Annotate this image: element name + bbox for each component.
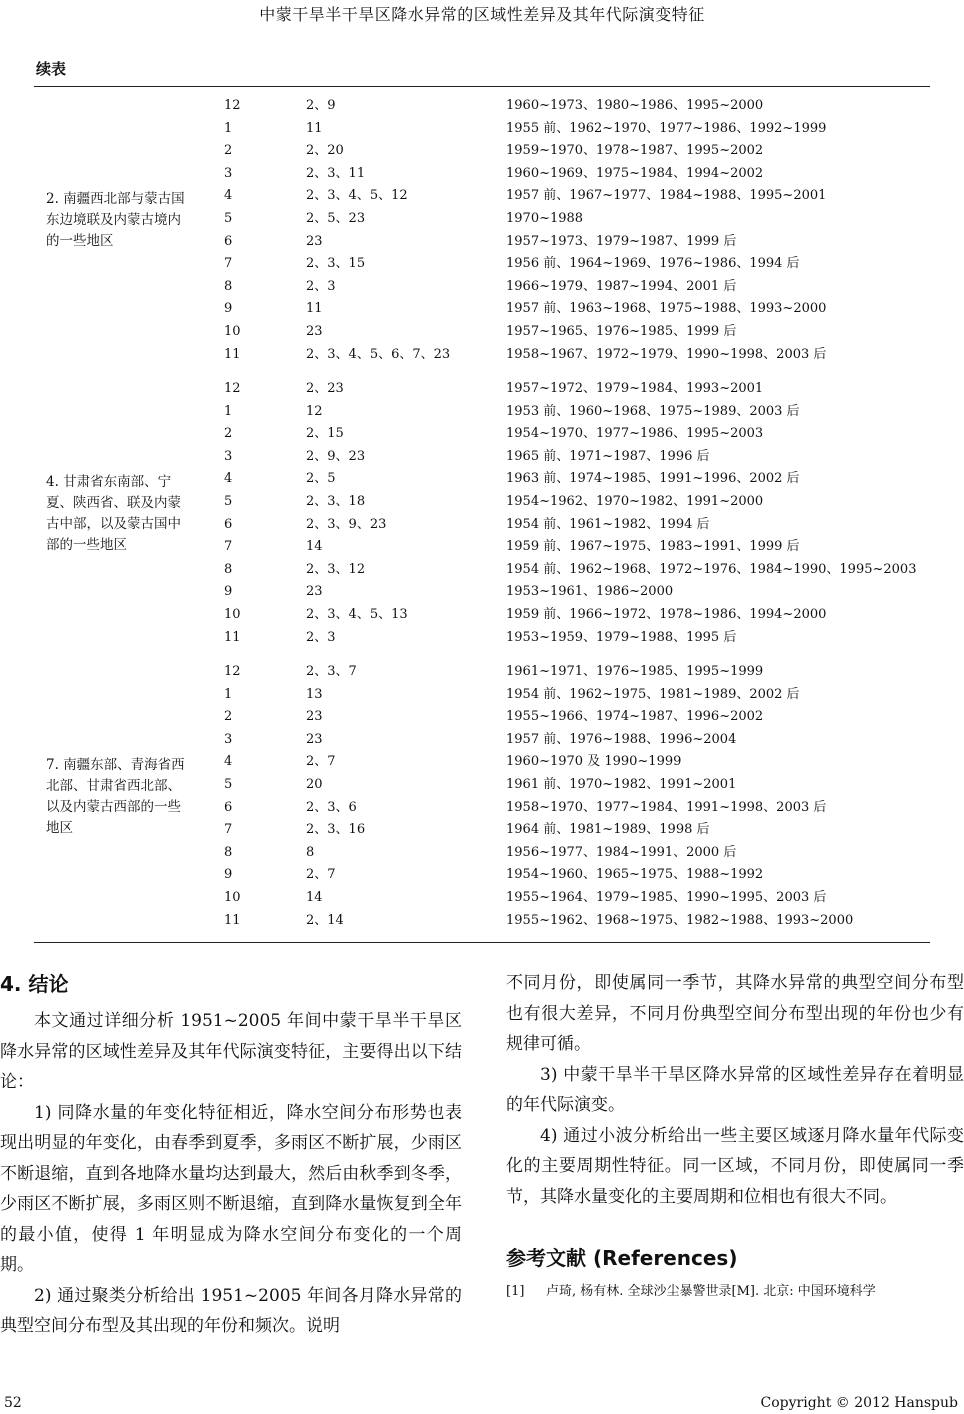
combination-cell: 23	[306, 233, 323, 249]
years-cell: 1961 前、1970~1982、1991~2001	[506, 777, 737, 792]
combination-cell: 2、3、4、5、13	[306, 607, 408, 622]
years-cell: 1963 前、1974~1985、1991~1996、2002 后	[506, 471, 800, 487]
years-cell: 1954 前、1962~1975、1981~1989、2002 后	[506, 686, 800, 702]
month-cell: 8	[224, 844, 233, 860]
years-cell: 1964 前、1981~1989、1998 后	[506, 822, 710, 838]
years-cell: 1959~1970、1978~1987、1995~2002	[506, 143, 764, 159]
table-row	[34, 684, 930, 706]
combination-cell: 2、23	[306, 381, 344, 396]
table-row	[34, 514, 930, 536]
region-label: 7. 南疆东部、青海省西北部、甘肃省西北部、以及内蒙古西部的一些地区	[46, 756, 185, 836]
month-cell: 8	[224, 561, 233, 577]
month-cell: 11	[224, 346, 241, 362]
month-cell: 5	[224, 494, 233, 509]
month-cell: 5	[224, 777, 233, 792]
references-heading: 参考文献 (References)	[506, 1246, 738, 1270]
table-row	[34, 276, 930, 298]
years-cell: 1956 前、1964~1969、1976~1986、1994 后	[506, 256, 800, 272]
page-number: 52	[4, 1395, 22, 1411]
section-heading: 4. 结论	[0, 972, 69, 996]
table-row	[34, 604, 930, 626]
table-row	[34, 581, 930, 603]
table-row	[34, 706, 930, 728]
table-row	[34, 627, 930, 649]
month-cell: 6	[224, 233, 233, 249]
month-cell: 2	[224, 709, 233, 725]
table-row	[34, 819, 930, 841]
table-row	[34, 774, 930, 796]
month-cell: 7	[224, 256, 233, 272]
table-row	[34, 536, 930, 558]
combination-cell: 2、3、9、23	[306, 516, 387, 532]
month-cell: 10	[224, 607, 241, 622]
table-group	[34, 95, 930, 370]
combination-cell: 13	[306, 686, 323, 702]
combination-cell: 2、3、4、5、6、7、23	[306, 346, 451, 362]
years-cell: 1954~1960、1965~1975、1988~1992	[506, 867, 764, 883]
month-cell: 2	[224, 143, 233, 159]
table-row	[34, 661, 930, 683]
conclusion-intro: 本文通过详细分析 1951~2005 年间中蒙干旱半干旱区降水异常的区域性差异及其年代际演变特征，主要得出以下结论：	[0, 1011, 462, 1092]
combination-cell: 2、3、7	[306, 664, 357, 679]
month-cell: 11	[224, 912, 241, 928]
table-row	[34, 910, 930, 932]
table-row	[34, 185, 930, 207]
combination-cell: 11	[306, 301, 323, 317]
month-cell: 6	[224, 516, 233, 532]
month-cell: 9	[224, 867, 233, 883]
combination-cell: 23	[306, 709, 323, 725]
table-row	[34, 163, 930, 185]
combination-cell: 20	[306, 777, 323, 792]
reference-item	[506, 1282, 964, 1302]
combination-cell: 23	[306, 731, 323, 747]
combination-cell: 2、3	[306, 629, 336, 645]
month-cell: 1	[224, 686, 233, 702]
table-row	[34, 797, 930, 819]
combination-cell: 2、3	[306, 278, 336, 294]
table-group	[34, 661, 930, 936]
years-cell: 1954 前、1961~1982、1994 后	[506, 516, 710, 532]
left-column	[0, 968, 462, 1342]
month-cell: 4	[224, 188, 233, 204]
month-cell: 10	[224, 324, 241, 339]
month-cell: 12	[224, 98, 241, 113]
month-cell: 7	[224, 822, 233, 838]
combination-cell: 2、5	[306, 471, 336, 487]
years-cell: 1955 前、1962~1970、1977~1986、1992~1999	[506, 120, 827, 136]
table-row	[34, 864, 930, 886]
table-row	[34, 559, 930, 581]
years-cell: 1953~1961、1986~2000	[506, 584, 674, 600]
combination-cell: 11	[306, 120, 323, 136]
combination-cell: 2、7	[306, 867, 336, 883]
years-cell: 1966~1979、1987~1994、2001 后	[506, 278, 737, 294]
conclusion-point-4: 4) 通过小波分析给出一些主要区域逐月降水量年代际变化的主要周期性特征。同一区域，不同月份，即使属同一季节，其降水量变化的主要周期和位相也有很大不同。	[506, 1125, 964, 1207]
month-cell: 9	[224, 301, 233, 317]
combination-cell: 8	[306, 844, 315, 860]
table-row	[34, 887, 930, 909]
years-cell: 1954~1970、1977~1986、1995~2003	[506, 426, 764, 442]
table-row	[34, 423, 930, 445]
conclusion-point-3: 3) 中蒙干旱半干旱区降水异常的区域性差异存在着明显的年代际演变。	[506, 1064, 964, 1115]
table-row	[34, 344, 930, 366]
combination-cell: 2、9	[306, 98, 336, 113]
years-cell: 1955~1966、1974~1987、1996~2002	[506, 709, 764, 725]
years-cell: 1956~1977、1984~1991、2000 后	[506, 844, 737, 860]
combination-cell: 23	[306, 324, 323, 339]
combination-cell: 2、7	[306, 754, 336, 770]
table-row	[34, 253, 930, 275]
month-cell: 1	[224, 120, 233, 136]
combination-cell: 23	[306, 584, 323, 600]
years-cell: 1958~1967、1972~1979、1990~1998、2003 后	[506, 346, 827, 362]
combination-cell: 2、5、23	[306, 211, 366, 226]
years-cell: 1958~1970、1977~1984、1991~1998、2003 后	[506, 799, 827, 815]
years-cell: 1957~1973、1979~1987、1999 后	[506, 233, 737, 249]
running-header: 中蒙干旱半干旱区降水异常的区域性差异及其年代际演变特征	[259, 5, 705, 24]
table-row	[34, 140, 930, 162]
month-cell: 3	[224, 448, 233, 464]
month-cell: 10	[224, 890, 241, 905]
table-row	[34, 208, 930, 230]
month-cell: 4	[224, 471, 233, 487]
month-cell: 8	[224, 278, 233, 294]
month-cell: 12	[224, 381, 241, 396]
combination-cell: 2、3、11	[306, 165, 366, 181]
combination-cell: 2、15	[306, 426, 344, 442]
table-row	[34, 729, 930, 751]
table-row	[34, 751, 930, 773]
table-bottom-rule	[34, 942, 930, 943]
table-row	[34, 321, 930, 343]
years-cell: 1970~1988	[506, 211, 584, 226]
month-cell: 7	[224, 539, 233, 555]
table-row	[34, 842, 930, 864]
years-cell: 1960~1969、1975~1984、1994~2002	[506, 165, 764, 181]
month-cell: 2	[224, 426, 233, 442]
years-cell: 1959 前、1967~1975、1983~1991、1999 后	[506, 539, 800, 555]
month-cell: 1	[224, 403, 233, 419]
combination-cell: 2、3、4、5、12	[306, 188, 408, 204]
table-row	[34, 468, 930, 490]
table-row	[34, 491, 930, 513]
combination-cell: 2、20	[306, 143, 344, 159]
combination-cell: 14	[306, 539, 323, 555]
years-cell: 1960~1973、1980~1986、1995~2000	[506, 98, 764, 113]
combination-cell: 2、3、12	[306, 561, 366, 577]
region-label: 4. 甘肃省东南部、宁夏、陕西省、联及内蒙古中部，以及蒙古国中部的一些地区	[46, 473, 181, 553]
table-row	[34, 446, 930, 468]
conclusion-point-2: 2) 通过聚类分析给出 1951~2005 年间各月降水异常的典型空间分布型及其出现的年份和频次。说明	[0, 1285, 462, 1336]
month-cell: 9	[224, 584, 233, 600]
years-cell: 1954~1962、1970~1982、1991~2000	[506, 494, 764, 509]
combination-cell: 2、3、15	[306, 256, 366, 272]
conclusion-point-2-continued: 不同月份，即使属同一季节，其降水异常的典型空间分布型也有很大差异，不同月份典型空间分布型出现的年份也少有规律可循。	[506, 973, 964, 1054]
month-cell: 12	[224, 664, 241, 679]
table-continued-label: 续表	[36, 60, 67, 78]
years-cell: 1961~1971、1976~1985、1995~1999	[506, 664, 764, 679]
table-row	[34, 231, 930, 253]
years-cell: 1957 前、1963~1968、1975~1988、1993~2000	[506, 301, 827, 317]
month-cell: 3	[224, 731, 233, 747]
years-cell: 1957 前、1976~1988、1996~2004	[506, 731, 737, 747]
combination-cell: 2、3、16	[306, 822, 366, 838]
reference-text: 卢琦, 杨有林. 全球沙尘暴警世录[M]. 北京: 中国环境科学	[546, 1284, 876, 1299]
table-row	[34, 401, 930, 423]
years-cell: 1955~1964、1979~1985、1990~1995、2003 后	[506, 890, 827, 905]
years-cell: 1953 前、1960~1968、1975~1989、2003 后	[506, 403, 800, 419]
years-cell: 1957 前、1967~1977、1984~1988、1995~2001	[506, 188, 827, 204]
reference-number: [1]	[506, 1284, 525, 1299]
combination-cell: 2、3、18	[306, 494, 366, 509]
table-row	[34, 298, 930, 320]
years-cell: 1955~1962、1968~1975、1982~1988、1993~2000	[506, 912, 854, 928]
combination-cell: 14	[306, 890, 323, 905]
month-cell: 5	[224, 211, 233, 226]
combination-cell: 2、9、23	[306, 448, 366, 464]
conclusion-point-1: 1) 同降水量的年变化特征相近，降水空间分布形势也表现出明显的年变化，由春季到夏季，多雨区不断扩展，少雨区不断退缩，直到各地降水量均达到最大，然后由秋季到冬季，少雨区不断扩展，多雨区则不断退缩，直到降水量恢复到全年的最小值，使得 1 年明显成为降水空间分布变化的一个周期。	[0, 1102, 462, 1275]
combination-cell: 2、3、6	[306, 799, 357, 815]
month-cell: 3	[224, 165, 233, 181]
combination-cell: 2、14	[306, 912, 344, 928]
copyright-notice: Copyright © 2012 Hanspub	[760, 1395, 958, 1411]
table-group	[34, 378, 930, 653]
table-row	[34, 95, 930, 117]
years-cell: 1960~1970 及 1990~1999	[506, 754, 682, 770]
years-cell: 1959 前、1966~1972、1978~1986、1994~2000	[506, 607, 827, 622]
years-cell: 1965 前、1971~1987、1996 后	[506, 448, 710, 464]
month-cell: 4	[224, 754, 233, 770]
years-cell: 1957~1972、1979~1984、1993~2001	[506, 381, 764, 396]
years-cell: 1954 前、1962~1968、1972~1976、1984~1990、1995~2003	[506, 561, 917, 577]
years-cell: 1953~1959、1979~1988、1995 后	[506, 629, 737, 645]
table-top-rule	[34, 86, 930, 87]
month-cell: 6	[224, 799, 233, 815]
combination-cell: 12	[306, 403, 323, 419]
table-row	[34, 378, 930, 400]
region-label: 2. 南疆西北部与蒙古国东边境联及内蒙古境内的一些地区	[46, 190, 185, 249]
table-row	[34, 118, 930, 140]
right-column	[506, 968, 964, 1302]
years-cell: 1957~1965、1976~1985、1999 后	[506, 324, 737, 339]
month-cell: 11	[224, 629, 241, 645]
